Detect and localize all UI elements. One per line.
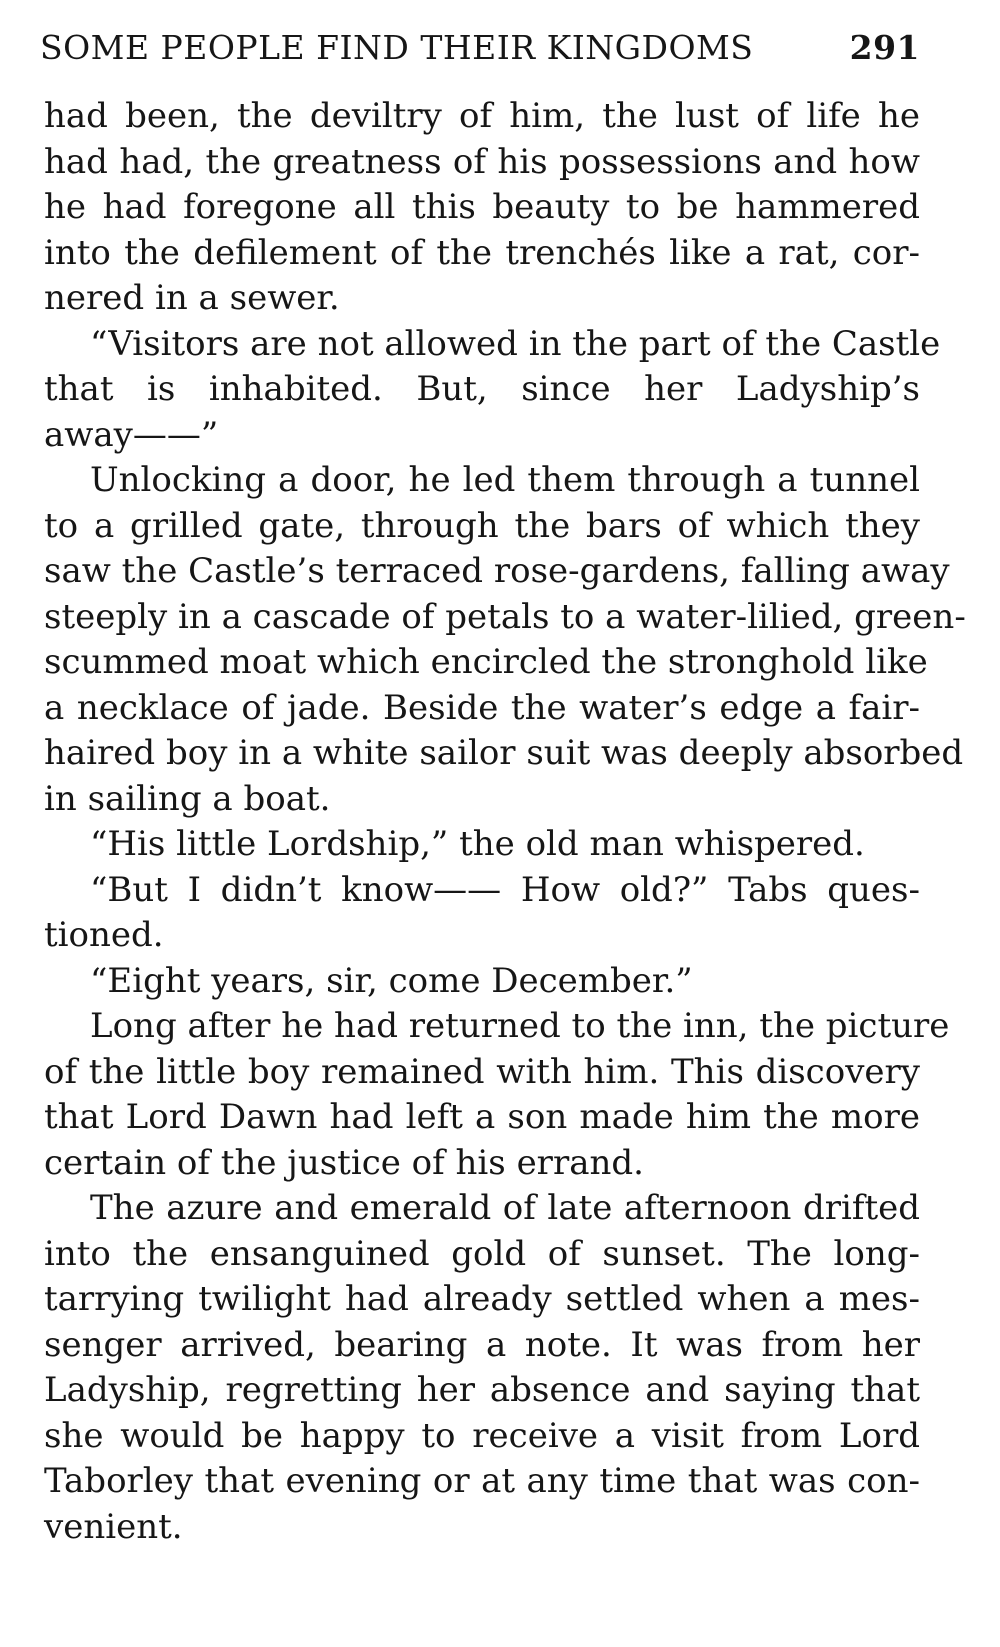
body-text xyxy=(44,94,966,1550)
text-line: “His little Lordship,” the old man whispered. xyxy=(90,824,865,864)
text-line: Unlocking a door, he led them through a tunnel xyxy=(90,460,920,500)
text-line: The azure and emerald of late afternoon drifted xyxy=(90,1188,920,1228)
running-head xyxy=(40,20,920,76)
text-line: a necklace of jade. Beside the water’s edge a fair- xyxy=(44,687,920,728)
text-line: away——” xyxy=(44,414,219,455)
paragraph xyxy=(44,1186,920,1550)
text-line: in sailing a boat. xyxy=(44,778,331,819)
page-number: 291 xyxy=(849,28,920,67)
text-line: “But I didn’t know—— How old?” Tabs ques- xyxy=(90,869,920,910)
paragraph xyxy=(44,1004,950,1186)
text-line: he had foregone all this beauty to be hammered xyxy=(44,187,920,227)
text-line: had been, the deviltry of him, the lust of life he xyxy=(44,96,920,136)
text-line: Taborley that evening or at any time that was con- xyxy=(44,1461,920,1501)
text-line: Ladyship, regretting her absence and saying that xyxy=(44,1370,920,1410)
text-line: into the defilement of the trenchés like a rat, cor- xyxy=(44,232,920,273)
text-line: of the little boy remained with him. This discovery xyxy=(44,1051,920,1092)
text-line: saw the Castle’s terraced rose-gardens, falling away xyxy=(44,551,950,591)
paragraph xyxy=(44,322,941,459)
text-line: nered in a sewer. xyxy=(44,278,340,318)
text-line: tioned. xyxy=(44,915,164,955)
paragraph xyxy=(44,822,920,868)
text-line: scummed moat which encircled the stronghold like xyxy=(44,642,928,682)
paragraph xyxy=(44,959,920,1005)
text-line: haired boy in a white sailor suit was deeply absorbed xyxy=(44,733,964,773)
text-line: had had, the greatness of his possessions and how xyxy=(44,141,920,182)
text-line: Long after he had returned to the inn, the picture xyxy=(90,1006,950,1046)
text-line: that Lord Dawn had left a son made him the more xyxy=(44,1097,920,1137)
running-head-title: SOME PEOPLE FIND THEIR KINGDOMS xyxy=(40,28,754,67)
text-line: tarrying twilight had already settled when a mes- xyxy=(44,1279,920,1319)
paragraph xyxy=(44,868,920,959)
paragraph xyxy=(44,458,966,822)
text-line: steeply in a cascade of petals to a water-lilied, green- xyxy=(44,596,966,637)
text-line: that is inhabited. But, since her Ladyship’s xyxy=(44,369,920,409)
text-line: to a grilled gate, through the bars of which they xyxy=(44,505,920,546)
text-line: into the ensanguined gold of sunset. The long- xyxy=(44,1233,920,1274)
text-line: venient. xyxy=(44,1506,183,1547)
text-line: she would be happy to receive a visit from Lord xyxy=(44,1415,920,1456)
paragraph xyxy=(44,94,920,322)
text-line: senger arrived, bearing a note. It was from her xyxy=(44,1324,920,1365)
text-line: “Visitors are not allowed in the part of the Castle xyxy=(90,323,941,364)
text-line: certain of the justice of his errand. xyxy=(44,1142,644,1183)
text-line: “Eight years, sir, come December.” xyxy=(90,960,693,1001)
